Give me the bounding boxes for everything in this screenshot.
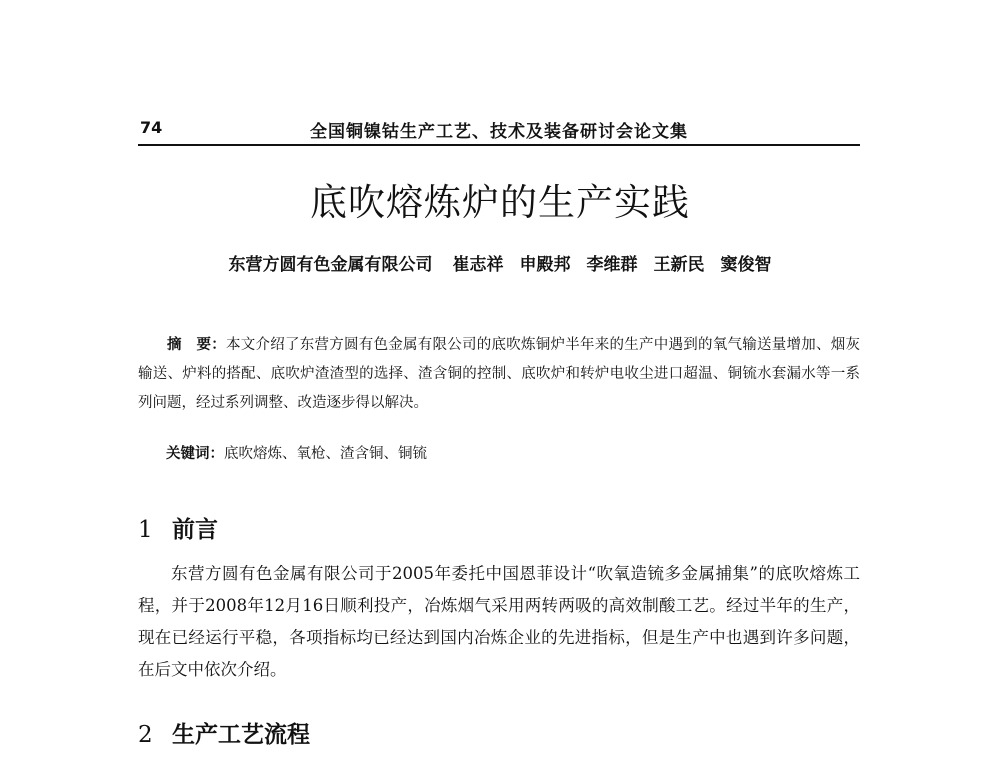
author-line	[0, 250, 1000, 275]
page-number: 74	[140, 118, 163, 137]
journal-title: 全国铜镍钴生产工艺、技术及装备研讨会论文集	[310, 122, 688, 142]
paper-title: 底吹熔炼炉的生产实践	[310, 181, 690, 224]
author-name: 王新民	[653, 255, 705, 275]
running-head	[138, 114, 860, 146]
affiliation: 东营方圆有色金属有限公司	[228, 255, 433, 275]
section-number: 2	[138, 722, 153, 748]
author-name: 窦俊智	[720, 255, 772, 275]
section-title: 前言	[172, 516, 218, 543]
author-name: 李维群	[586, 255, 638, 275]
keywords-text: 底吹熔炼、氧枪、渣含铜、铜锍	[224, 446, 427, 462]
section-heading-process-flow	[138, 716, 310, 749]
section-title: 生产工艺流程	[172, 721, 310, 748]
section-heading-introduction	[138, 511, 218, 544]
author-name: 申殿邦	[519, 255, 571, 275]
author-name: 崔志祥	[452, 255, 504, 275]
abstract-label: 摘 要：	[167, 336, 226, 353]
introduction-paragraph: 东营方圆有色金属有限公司于2005年委托中国恩菲设计“吹氧造锍多金属捕集”的底吹熔炼工程，并于2008年12月16日顺利投产，冶炼烟气采用两转两吸的高效制酸工艺。经过半年的生产，现在已经运行平稳，各项指标均已经达到国内冶炼企业的先进指标，但是生产中也遇到许多问题，在后文中依次介绍。	[138, 564, 860, 679]
abstract	[138, 330, 860, 418]
keywords	[166, 442, 427, 463]
keywords-label: 关键词：	[166, 445, 224, 462]
section-number: 1	[138, 517, 153, 543]
abstract-text: 本文介绍了东营方圆有色金属有限公司的底吹炼铜炉半年来的生产中遇到的氧气输送量增加、烟灰输送、炉料的搭配、底吹炉渣渣型的选择、渣含铜的控制、底吹炉和转炉电收尘进口超温、铜锍水套漏水等一系列问题，经过系列调整、改造逐步得以解决。	[138, 337, 860, 411]
